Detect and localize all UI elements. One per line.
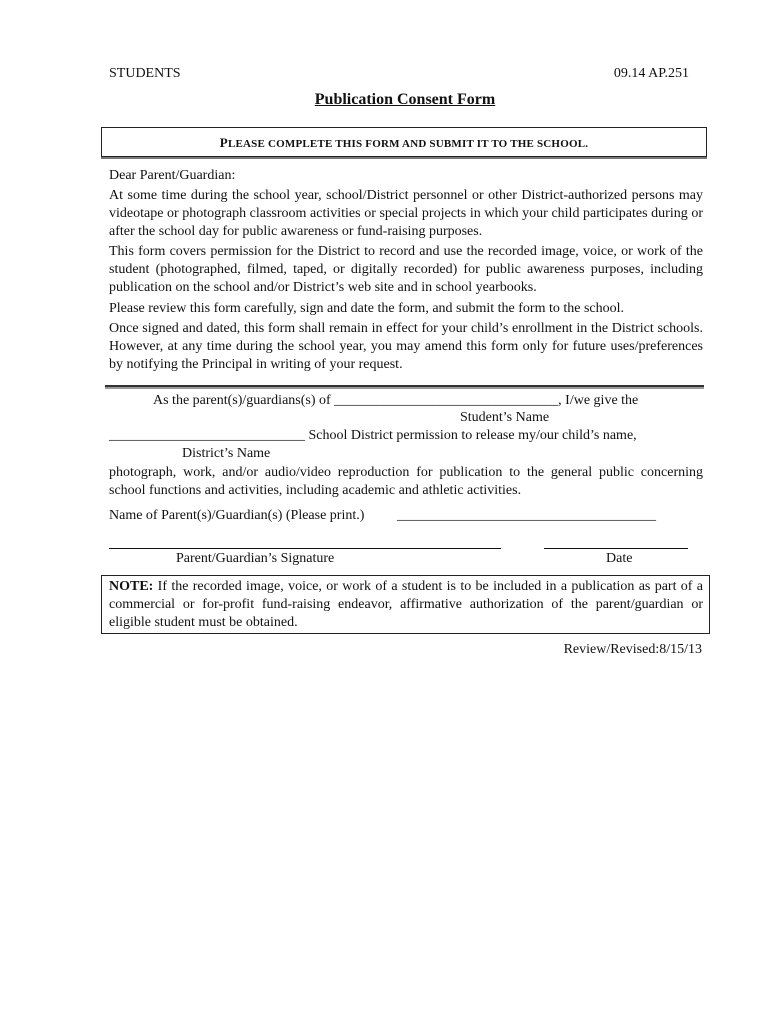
note-text: If the recorded image, voice, or work of a student is to be included in a publication as part of a commercial or for-profit fund-raising endeavor, affirmative authorization of the parent/guardian or eligible student must be obtained.: [109, 579, 703, 630]
section-divider: [105, 385, 704, 387]
date-label: Date: [606, 551, 633, 566]
section-label: STUDENTS: [109, 66, 181, 81]
note-label: NOTE:: [109, 579, 154, 594]
print-name-label: Name of Parent(s)/Guardian(s) (Please print.): [109, 508, 365, 523]
paragraph-3: Please review this form carefully, sign and date the form, and submit the form to the school.: [109, 301, 625, 316]
consent-give-text: , I/we give the: [558, 393, 639, 408]
district-name-label: District’s Name: [182, 446, 271, 461]
form-title: Publication Consent Form: [314, 91, 496, 108]
signature-line[interactable]: [109, 548, 501, 549]
district-permission-text: School District permission to release my/our child’s name,: [308, 428, 637, 443]
student-name-label: Student’s Name: [460, 410, 550, 425]
policy-number: 09.14 AP.251: [613, 66, 689, 81]
consent-line-1: [153, 393, 638, 409]
district-name-field[interactable]: ____________________________: [109, 428, 305, 443]
print-name-field[interactable]: _____________________________________: [397, 508, 656, 523]
note-box: [101, 575, 710, 634]
instruction-cap-letter: P: [219, 135, 228, 150]
consent-line-2: [109, 428, 637, 444]
date-line[interactable]: [544, 548, 688, 549]
student-name-field[interactable]: ________________________________: [334, 393, 559, 408]
instruction-box: [101, 127, 707, 157]
signature-label: Parent/Guardian’s Signature: [176, 551, 335, 566]
consent-lead-text: As the parent(s)/guardians(s) of: [153, 393, 331, 408]
instruction-text: LEASE COMPLETE THIS FORM AND SUBMIT IT TO THE SCHOOL.: [227, 138, 589, 150]
salutation: Dear Parent/Guardian:: [109, 168, 236, 183]
paragraph-2: This form covers permission for the District to record and use the recorded image, voice, or work of the student (photographed, filmed, taped, or digitally recorded) for public awareness purposes, including publication on the school and/or District’s web site and in school yearbooks.: [109, 244, 703, 295]
paragraph-4: Once signed and dated, this form shall remain in effect for your child’s enrollment in the District schools. However, at any time during the school year, you may amend this form only for future uses/preferences by notifying the Principal in writing of your request.: [109, 321, 703, 372]
revision-date: Review/Revised:8/15/13: [563, 642, 702, 657]
paragraph-1: At some time during the school year, school/District personnel or other District-authorized persons may videotape or photograph classroom activities or special projects in which your child participates during or after the school day for public awareness or fund-raising purposes.: [109, 188, 703, 239]
release-text: photograph, work, and/or audio/video reproduction for publication to the general public concerning school functions and activities, including academic and athletic activities.: [109, 465, 703, 498]
